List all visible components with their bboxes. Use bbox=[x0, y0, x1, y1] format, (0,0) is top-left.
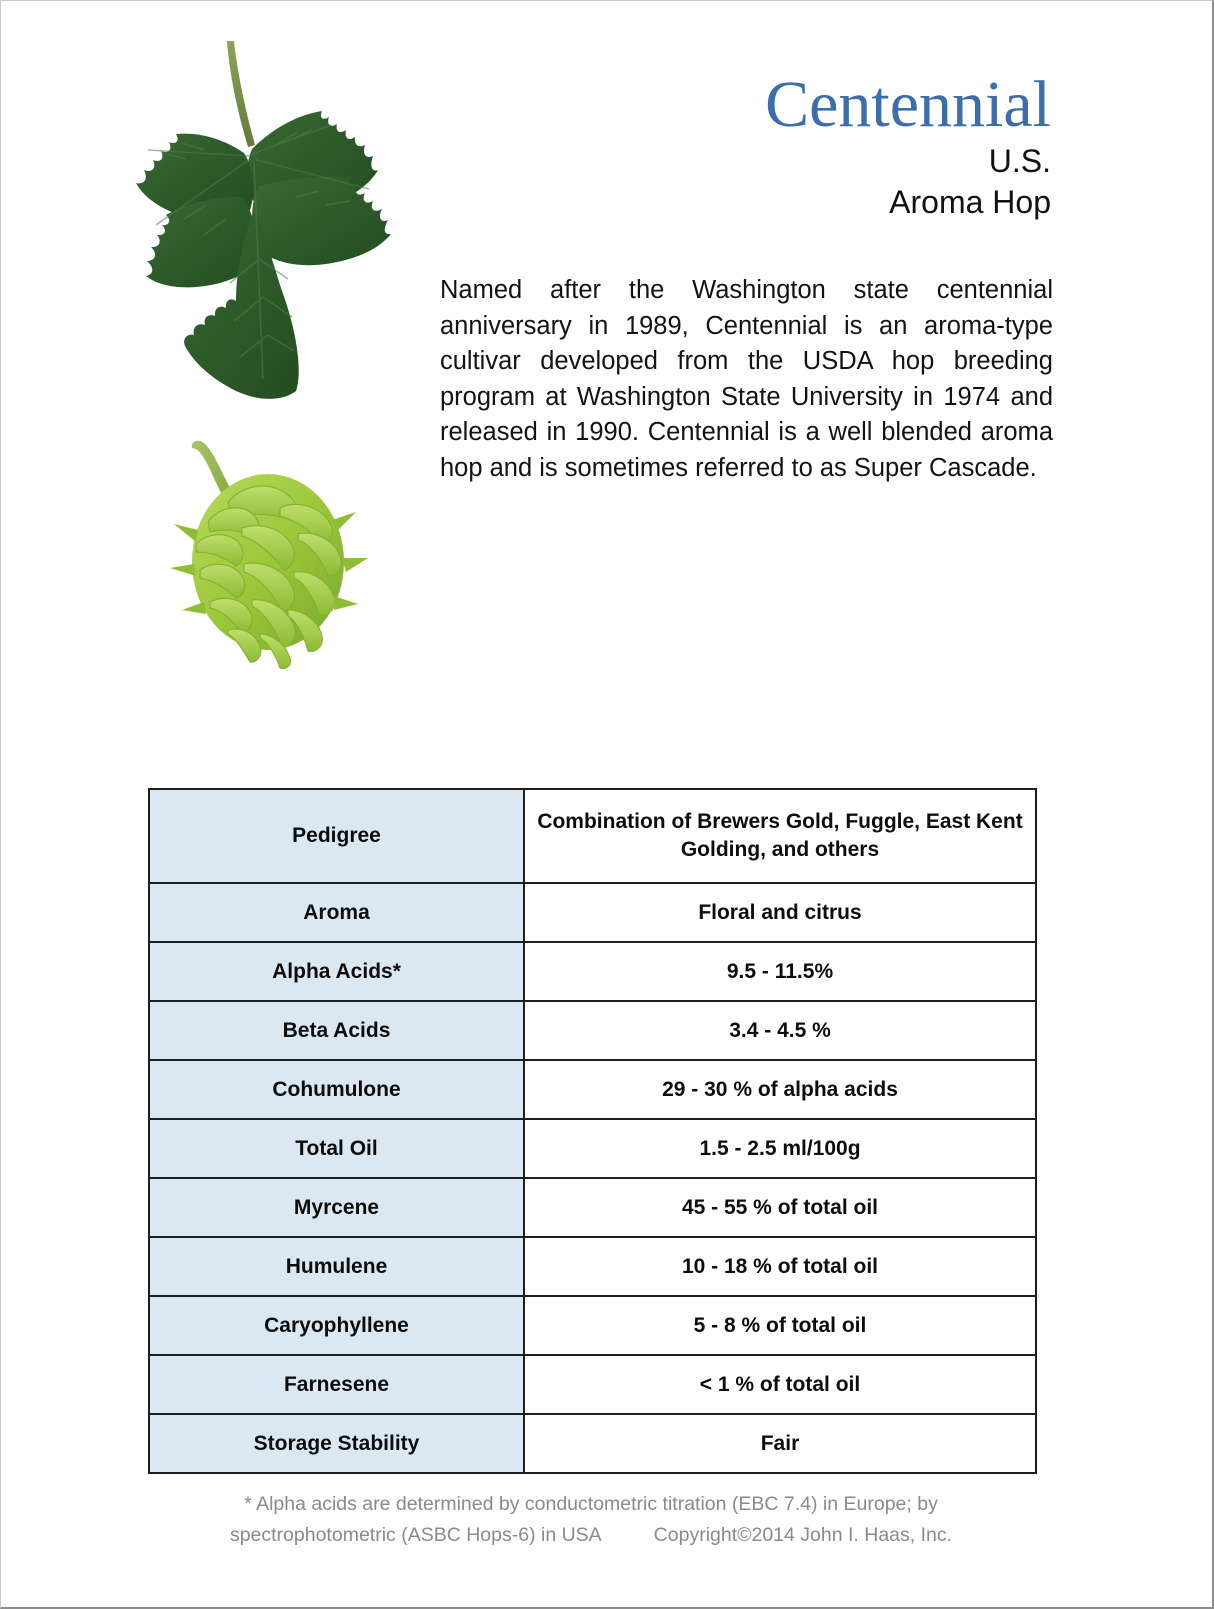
footnote-line-1: * Alpha acids are determined by conductometric titration (EBC 7.4) in Europe; by bbox=[244, 1493, 938, 1515]
spec-label-cell: Beta Acids bbox=[149, 1001, 524, 1060]
hop-cone-icon bbox=[156, 424, 396, 669]
table-row bbox=[149, 1060, 1036, 1119]
footnote-block bbox=[151, 1489, 1031, 1551]
spec-value-cell: 5 - 8 % of total oil bbox=[524, 1296, 1036, 1355]
spec-label-cell: Humulene bbox=[149, 1237, 524, 1296]
description-paragraph: Named after the Washington state centennial anniversary in 1989, Centennial is an aroma-type cultivar developed from the USDA hop breeding program at Washington State University in 1974 and released in 1990. Centennial is a well blended aroma hop and is sometimes referred to as Super Cascade. bbox=[440, 276, 1053, 482]
table-row bbox=[149, 1296, 1036, 1355]
spec-value-cell: 10 - 18 % of total oil bbox=[524, 1237, 1036, 1296]
footnote-method-text: spectrophotometric (ASBC Hops-6) in USA bbox=[229, 1524, 602, 1546]
spec-value-cell: 3.4 - 4.5 % bbox=[524, 1001, 1036, 1060]
spec-value-cell: Combination of Brewers Gold, Fuggle, East Kent Golding, and others bbox=[524, 789, 1036, 883]
origin-label: U.S. bbox=[988, 143, 1051, 179]
spec-label-cell: Pedigree bbox=[149, 789, 524, 883]
table-row bbox=[149, 1414, 1036, 1473]
spec-label-cell: Aroma bbox=[149, 883, 524, 942]
table-row bbox=[149, 883, 1036, 942]
table-row bbox=[149, 942, 1036, 1001]
spec-value-cell: 1.5 - 2.5 ml/100g bbox=[524, 1119, 1036, 1178]
spec-label-cell: Myrcene bbox=[149, 1178, 524, 1237]
spec-label-cell: Total Oil bbox=[149, 1119, 524, 1178]
table-row bbox=[149, 1178, 1036, 1237]
hop-leaf-icon bbox=[126, 29, 446, 419]
spec-label-cell: Cohumulone bbox=[149, 1060, 524, 1119]
spec-value-cell: 45 - 55 % of total oil bbox=[524, 1178, 1036, 1237]
spec-value-cell: 29 - 30 % of alpha acids bbox=[524, 1060, 1036, 1119]
spec-label-cell: Farnesene bbox=[149, 1355, 524, 1414]
table-row bbox=[149, 1001, 1036, 1060]
specifications-table bbox=[148, 788, 1037, 1474]
spec-value-cell: Floral and citrus bbox=[524, 883, 1036, 942]
spec-value-cell: Fair bbox=[524, 1414, 1036, 1473]
page-title: Centennial bbox=[765, 68, 1051, 141]
spec-label-cell: Alpha Acids* bbox=[149, 942, 524, 1001]
copyright-text: Copyright©2014 John I. Haas, Inc. bbox=[653, 1524, 953, 1546]
footnote-line-2 bbox=[151, 1520, 1031, 1551]
hop-leaf-image bbox=[126, 29, 446, 419]
spec-value-cell: 9.5 - 11.5% bbox=[524, 942, 1036, 1001]
table-row bbox=[149, 1237, 1036, 1296]
hop-cone-image bbox=[156, 424, 396, 669]
spec-value-cell: < 1 % of total oil bbox=[524, 1355, 1036, 1414]
header-block bbox=[436, 69, 1051, 223]
hop-type-label: Aroma Hop bbox=[889, 184, 1051, 220]
table-row bbox=[149, 1119, 1036, 1178]
spec-label-cell: Caryophyllene bbox=[149, 1296, 524, 1355]
spec-label-cell: Storage Stability bbox=[149, 1414, 524, 1473]
hop-imagery-column bbox=[121, 29, 451, 659]
table-row bbox=[149, 789, 1036, 883]
specifications-table-body bbox=[149, 789, 1036, 1473]
table-row bbox=[149, 1355, 1036, 1414]
